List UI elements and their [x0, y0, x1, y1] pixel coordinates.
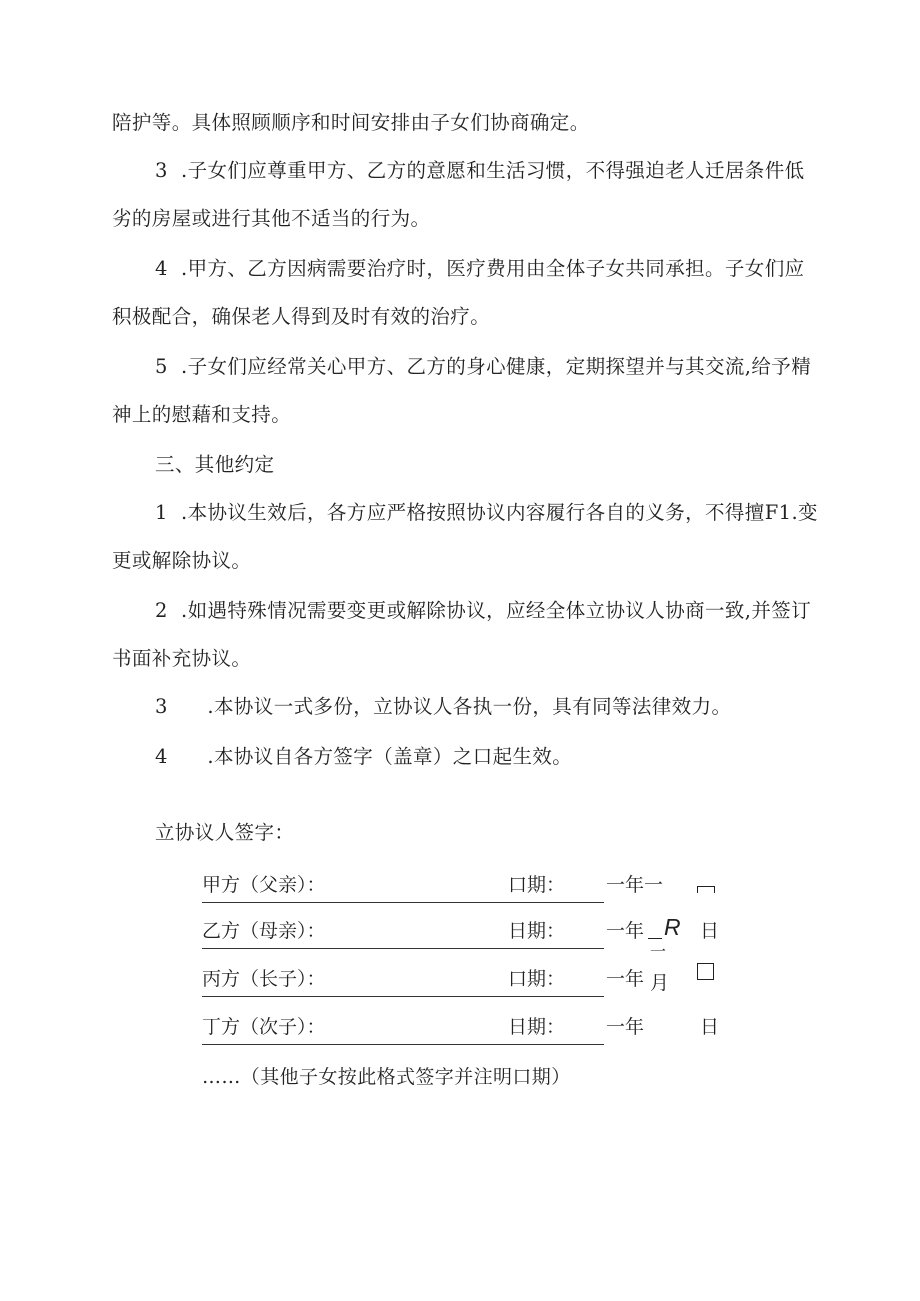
year-text: 一年一	[606, 874, 664, 896]
stacked-glyph-top: 一	[650, 942, 667, 961]
clause-4-line-1: 4 .甲方、乙方因病需要治疗时，医疗费用由全体子女共同承担。子女们应	[155, 257, 805, 280]
other-clause-4: 4 .本协议自各方签字（盖章）之口起生效。	[155, 745, 573, 768]
other-clause-2-line-2: 书面补充协议。	[112, 647, 252, 670]
clause-5-line-1: 5 .子女们应经常关心甲方、乙方的身心健康，定期探望并与其交流,给予精	[155, 355, 812, 378]
r-mark: R	[664, 914, 681, 940]
signature-underline	[202, 902, 604, 903]
party-label: 丙方（长子）：	[202, 968, 326, 990]
section-heading: 三、其他约定	[155, 453, 275, 476]
day-text: 日	[700, 1016, 720, 1038]
date-label: 日期：	[508, 920, 566, 942]
party-label: 乙方（母亲）：	[202, 920, 326, 942]
year-text: 一年	[606, 968, 645, 990]
clause-3-line-1: 3 .子女们应尊重甲方、乙方的意愿和生活习惯，不得强迫老人迁居条件低	[155, 159, 805, 182]
signature-row-eldest-son	[202, 966, 722, 994]
date-label: 口期：	[508, 874, 566, 896]
year-text: 一年	[606, 920, 645, 942]
checkbox-mark	[697, 963, 714, 980]
date-label: 日期：	[508, 1016, 566, 1038]
year-text: 一年	[606, 1016, 645, 1038]
dash-mark	[648, 938, 662, 939]
signature-underline	[202, 1044, 604, 1045]
signature-row-second-son	[202, 1014, 722, 1042]
clause-4-line-2: 积极配合，确保老人得到及时有效的治疗。	[112, 305, 491, 328]
paragraph-line: 陪护等。具体照顾顺序和时间安排由子女们协商确定。	[112, 111, 590, 134]
footer-note: ……（其他子女按此格式签字并注明口期）	[202, 1066, 571, 1088]
signature-row-mother	[202, 918, 722, 946]
bracket-mark	[697, 886, 715, 893]
signature-underline	[202, 948, 604, 949]
other-clause-3: 3 .本协议一式多份，立协议人各执一份，具有同等法律效力。	[155, 695, 732, 718]
signature-underline	[202, 996, 604, 997]
signature-row-father	[202, 872, 722, 900]
stacked-glyph-month: 月	[650, 972, 670, 994]
other-clause-2-line-1: 2 .如遇特殊情况需要变更或解除协议，应经全体立协议人协商一致,并签订	[155, 599, 812, 622]
other-clause-1-line-1: 1 .本协议生效后，各方应严格按照协议内容履行各自的义务，不得擅F1.变	[155, 501, 818, 524]
other-clause-1-line-2: 更或解除协议。	[112, 549, 252, 572]
party-label: 甲方（父亲）：	[202, 874, 326, 896]
date-label: 口期：	[508, 968, 566, 990]
party-label: 丁方（次子）：	[202, 1016, 326, 1038]
signature-heading: 立协议人签字：	[155, 821, 295, 844]
clause-5-line-2: 神上的慰藉和支持。	[112, 403, 292, 426]
clause-3-line-2: 劣的房屋或进行其他不适当的行为。	[112, 207, 431, 230]
day-text: 日	[700, 920, 720, 942]
